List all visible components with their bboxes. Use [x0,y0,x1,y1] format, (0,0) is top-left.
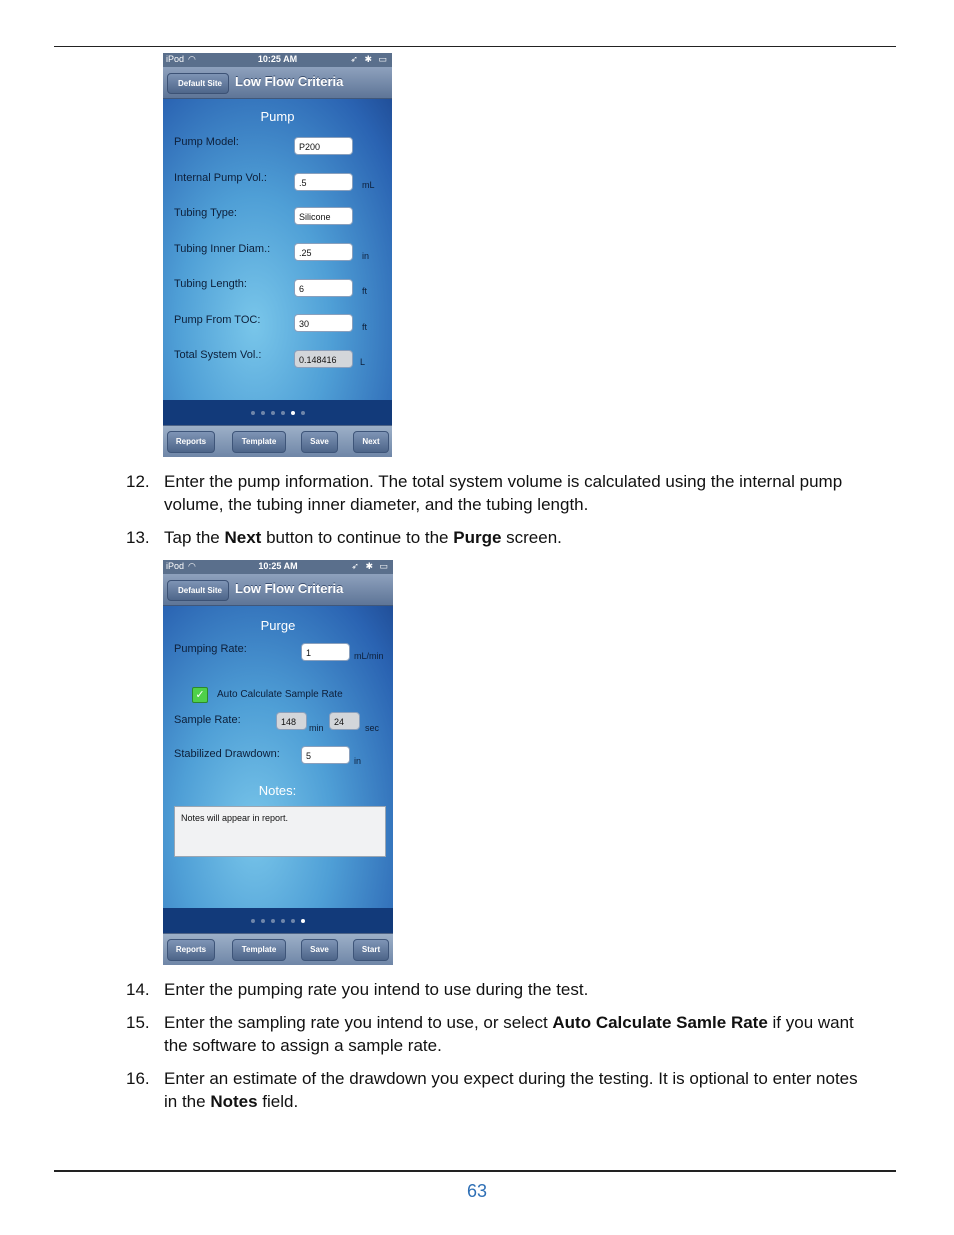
page-indicator[interactable] [163,400,392,426]
stabilized-drawdown-label: Stabilized Drawdown: [174,748,280,760]
back-button[interactable]: Default Site [167,73,229,94]
next-term: Next [224,528,262,547]
step-text: Enter an estimate of the drawdown you expect during the testing. It is optional to enter notes in the [164,1069,858,1111]
page-dot [271,919,275,923]
back-button[interactable]: Default Site [167,580,229,601]
battery-icon: ➶ ✱ ▭ [350,54,389,64]
template-button[interactable]: Template [232,939,286,961]
pump-from-toc-field[interactable]: 30 [294,314,353,332]
step-14 [126,978,866,1001]
battery-icon: ➶ ✱ ▭ [351,561,390,571]
status-bar [163,560,393,574]
step-13 [126,526,866,549]
step-text: Enter the sampling rate you intend to use, or select [164,1013,553,1032]
page-dot [291,919,295,923]
tubing-length-field[interactable]: 6 [294,279,353,297]
wifi-icon: ◠ [188,54,196,64]
stabilized-drawdown-unit: in [354,756,362,766]
tubing-inner-diam-unit: in [362,251,370,261]
pumping-rate-unit: mL/min [354,651,384,661]
pumping-rate-field[interactable]: 1 [301,643,350,661]
carrier-label: iPod [166,54,185,64]
tubing-inner-diam-field[interactable]: .25 [294,243,353,261]
page-number: 63 [466,1181,488,1201]
page-dot [281,919,285,923]
page-dot [281,411,285,415]
step-number: 15. [126,1013,150,1032]
total-system-vol-field: 0.148416 [294,350,353,368]
step-12 [126,470,866,516]
nav-title: Low Flow Criteria [235,74,344,89]
auto-calc-term: Auto Calculate Samle Rate [552,1013,768,1032]
sample-rate-label: Sample Rate: [174,714,241,726]
purge-screenshot [163,560,393,965]
step-number: 14. [126,980,150,999]
nav-title: Low Flow Criteria [235,581,344,596]
pump-from-toc-unit: ft [362,322,368,332]
internal-pump-vol-field[interactable]: .5 [294,173,353,191]
status-time: 10:25 AM [258,561,298,571]
step-text: field. [257,1092,299,1111]
pump-model-field[interactable]: P200 [294,137,353,155]
step-text: Enter the pumping rate you intend to use during the test. [164,980,589,999]
save-button[interactable]: Save [301,939,338,961]
page-dot [251,411,255,415]
internal-pump-vol-unit: mL [362,180,375,190]
header-rule [54,46,896,47]
next-button[interactable]: Next [353,431,389,453]
tubing-type-label: Tubing Type: [174,207,237,219]
page-dot [261,411,265,415]
wifi-icon: ◠ [188,561,196,571]
carrier-label: iPod [166,561,185,571]
toolbar [163,933,393,965]
step-number: 13. [126,528,150,547]
auto-calc-checkbox[interactable]: ✓ [192,687,208,703]
step-text: Enter the pump information. The total system volume is calculated using the internal pump volume, the tubing inner diameter, and the tubing length. [164,472,843,514]
tubing-length-label: Tubing Length: [174,278,247,290]
tubing-type-field[interactable]: Silicone [294,207,353,225]
step-text: if you want the software to assign a sample rate. [164,1013,854,1055]
page-dot-active [301,919,305,923]
step-number: 16. [126,1069,150,1088]
step-text: Tap the [164,528,225,547]
footer-rule [54,1170,896,1172]
step-15 [126,1011,866,1057]
pumping-rate-label: Pumping Rate: [174,643,247,655]
save-button[interactable]: Save [301,431,338,453]
tubing-inner-diam-label: Tubing Inner Diam.: [174,243,271,255]
auto-calc-label: Auto Calculate Sample Rate [217,689,343,700]
stabilized-drawdown-field[interactable]: 5 [301,746,350,764]
total-system-vol-unit: L [360,357,366,367]
page-dot [301,411,305,415]
page-dot [251,919,255,923]
section-title: Pump [260,109,295,124]
nav-bar [163,67,392,99]
sample-rate-min-unit: min [309,723,324,733]
template-button[interactable]: Template [232,431,286,453]
step-text: button to continue to the [261,528,454,547]
purge-term: Purge [453,528,502,547]
pump-model-label: Pump Model: [174,136,239,148]
notes-title: Notes: [258,783,297,798]
page-dot [261,919,265,923]
purge-form [163,606,393,908]
page-dot-active [291,411,295,415]
section-title: Purge [260,618,296,633]
step-16 [126,1067,866,1113]
sample-rate-min-field[interactable]: 148 [276,712,307,730]
page-dot [271,411,275,415]
notes-term: Notes [210,1092,258,1111]
pump-screenshot [163,53,392,457]
page-indicator[interactable] [163,908,393,934]
reports-button[interactable]: Reports [167,939,215,961]
status-time: 10:25 AM [257,54,298,64]
start-button[interactable]: Start [353,939,389,961]
internal-pump-vol-label: Internal Pump Vol.: [174,172,267,184]
pump-form [163,99,392,400]
nav-bar [163,574,393,606]
step-number: 12. [126,472,150,491]
sample-rate-sec-unit: sec [365,723,380,733]
sample-rate-sec-field[interactable]: 24 [329,712,360,730]
tubing-length-unit: ft [362,286,368,296]
status-bar [163,53,392,67]
total-system-vol-label: Total System Vol.: [174,349,262,361]
reports-button[interactable]: Reports [167,431,215,453]
toolbar [163,425,392,457]
step-text: screen. [501,528,562,547]
pump-from-toc-label: Pump From TOC: [174,314,261,326]
notes-field[interactable]: Notes will appear in report. [174,806,386,857]
